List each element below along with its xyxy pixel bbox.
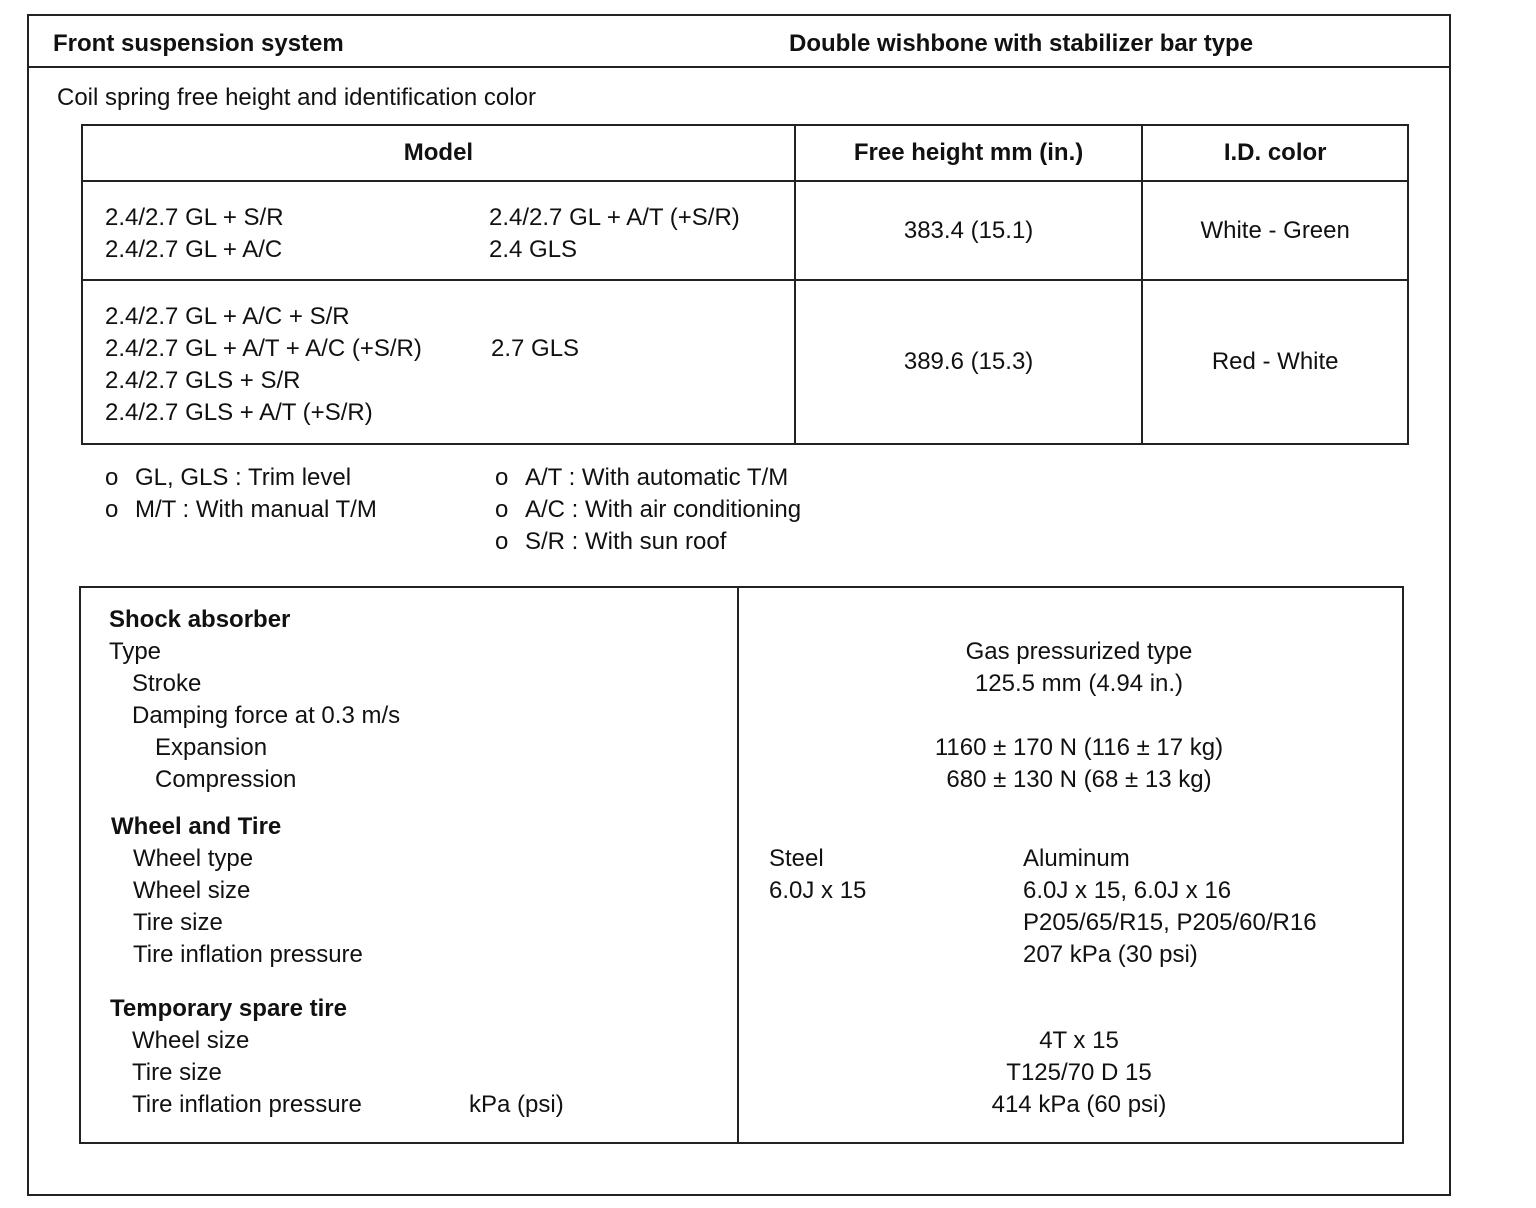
stroke-label: Stroke (132, 670, 202, 697)
spare-pressure-label: Tire inflation pressure (132, 1091, 362, 1118)
wheel-type-label: Wheel type (133, 845, 254, 872)
tire-size-label: Tire size (133, 909, 223, 936)
type-value: Gas pressurized type (965, 638, 1193, 665)
spare-wheel-size-label: Wheel size (132, 1027, 250, 1054)
model-item: 2.7 GLS (491, 335, 580, 362)
tire-pressure-value: 207 kPa (30 psi) (1023, 941, 1198, 968)
model-item: 2.4/2.7 GL + A/T (+S/R) (489, 204, 740, 231)
bullet: o (495, 528, 509, 555)
spare-tire-size-value: T125/70 D 15 (1006, 1059, 1152, 1086)
coil-spring-table (81, 124, 1409, 445)
bullet: o (105, 496, 119, 523)
note-text: GL, GLS : Trim level (135, 464, 352, 491)
note-item (495, 462, 801, 494)
header-row (29, 16, 1449, 68)
steel-label: Steel (769, 845, 824, 872)
note-text: A/T : With automatic T/M (525, 464, 789, 491)
note-text: A/C : With air conditioning (525, 496, 802, 523)
type-label: Type (109, 638, 162, 665)
model-item: 2.4/2.7 GL + A/C + S/R (105, 303, 350, 330)
note-item (105, 494, 377, 526)
model-cell (82, 280, 795, 444)
table-row (82, 181, 1408, 280)
note-item (105, 462, 377, 494)
spec-sheet (27, 14, 1451, 1196)
specs-box (79, 586, 1404, 1144)
spare-pressure-unit: kPa (psi) (469, 1091, 564, 1118)
column-header-id-color: I.D. color (1142, 125, 1408, 181)
header-value: Double wishbone with stabilizer bar type (789, 30, 1254, 57)
stroke-value: 125.5 mm (4.94 in.) (974, 670, 1184, 697)
model-item: 2.4/2.7 GLS + A/T (+S/R) (105, 399, 373, 426)
spring-caption: Coil spring free height and identification color (57, 84, 536, 111)
model-list-left (105, 202, 284, 266)
model-list-right (491, 333, 579, 365)
damping-label: Damping force at 0.3 m/s (132, 702, 401, 729)
table-row (82, 280, 1408, 444)
model-item: 2.4/2.7 GL + S/R (105, 204, 284, 231)
model-item: 2.4 GLS (489, 236, 578, 263)
model-item: 2.4/2.7 GLS + S/R (105, 367, 301, 394)
compression-label: Compression (155, 766, 297, 793)
tire-pressure-label: Tire inflation pressure (133, 941, 363, 968)
header-title: Front suspension system (53, 30, 344, 57)
id-color-cell: Red - White (1142, 280, 1408, 444)
table-header-row (82, 125, 1408, 181)
compression-value: 680 ± 130 N (68 ± 13 kg) (946, 766, 1212, 793)
id-color-cell: White - Green (1142, 181, 1408, 280)
model-cell (82, 181, 795, 280)
spare-tire-size-label: Tire size (132, 1059, 222, 1086)
model-item: 2.4/2.7 GL + A/T + A/C (+S/R) (105, 335, 422, 362)
aluminum-label: Aluminum (1023, 845, 1130, 872)
tire-size-value: P205/65/R15, P205/60/R16 (1023, 909, 1317, 936)
note-text: S/R : With sun roof (525, 528, 727, 555)
wheel-heading: Wheel and Tire (111, 813, 282, 840)
free-height-cell: 383.4 (15.1) (795, 181, 1143, 280)
model-list-left (105, 301, 422, 429)
bullet: o (495, 464, 509, 491)
column-header-model: Model (82, 125, 795, 181)
wheel-size-label: Wheel size (133, 877, 251, 904)
shock-heading: Shock absorber (109, 606, 291, 633)
note-text: M/T : With manual T/M (135, 496, 377, 523)
expansion-label: Expansion (155, 734, 268, 761)
note-item (495, 494, 801, 526)
notes-left (105, 462, 377, 526)
aluminum-size: 6.0J x 15, 6.0J x 16 (1023, 877, 1232, 904)
expansion-value: 1160 ± 170 N (116 ± 17 kg) (934, 734, 1224, 761)
spare-heading: Temporary spare tire (110, 995, 347, 1022)
model-list-right (489, 202, 740, 266)
spare-pressure-value: 414 kPa (60 psi) (991, 1091, 1167, 1118)
bullet: o (105, 464, 119, 491)
bullet: o (495, 496, 509, 523)
free-height-cell: 389.6 (15.3) (795, 280, 1143, 444)
model-item: 2.4/2.7 GL + A/C (105, 236, 283, 263)
note-item (495, 526, 801, 558)
steel-size: 6.0J x 15 (769, 877, 867, 904)
spare-wheel-size-value: 4T x 15 (1039, 1027, 1119, 1054)
column-header-free-height: Free height mm (in.) (795, 125, 1143, 181)
notes-right (495, 462, 801, 558)
